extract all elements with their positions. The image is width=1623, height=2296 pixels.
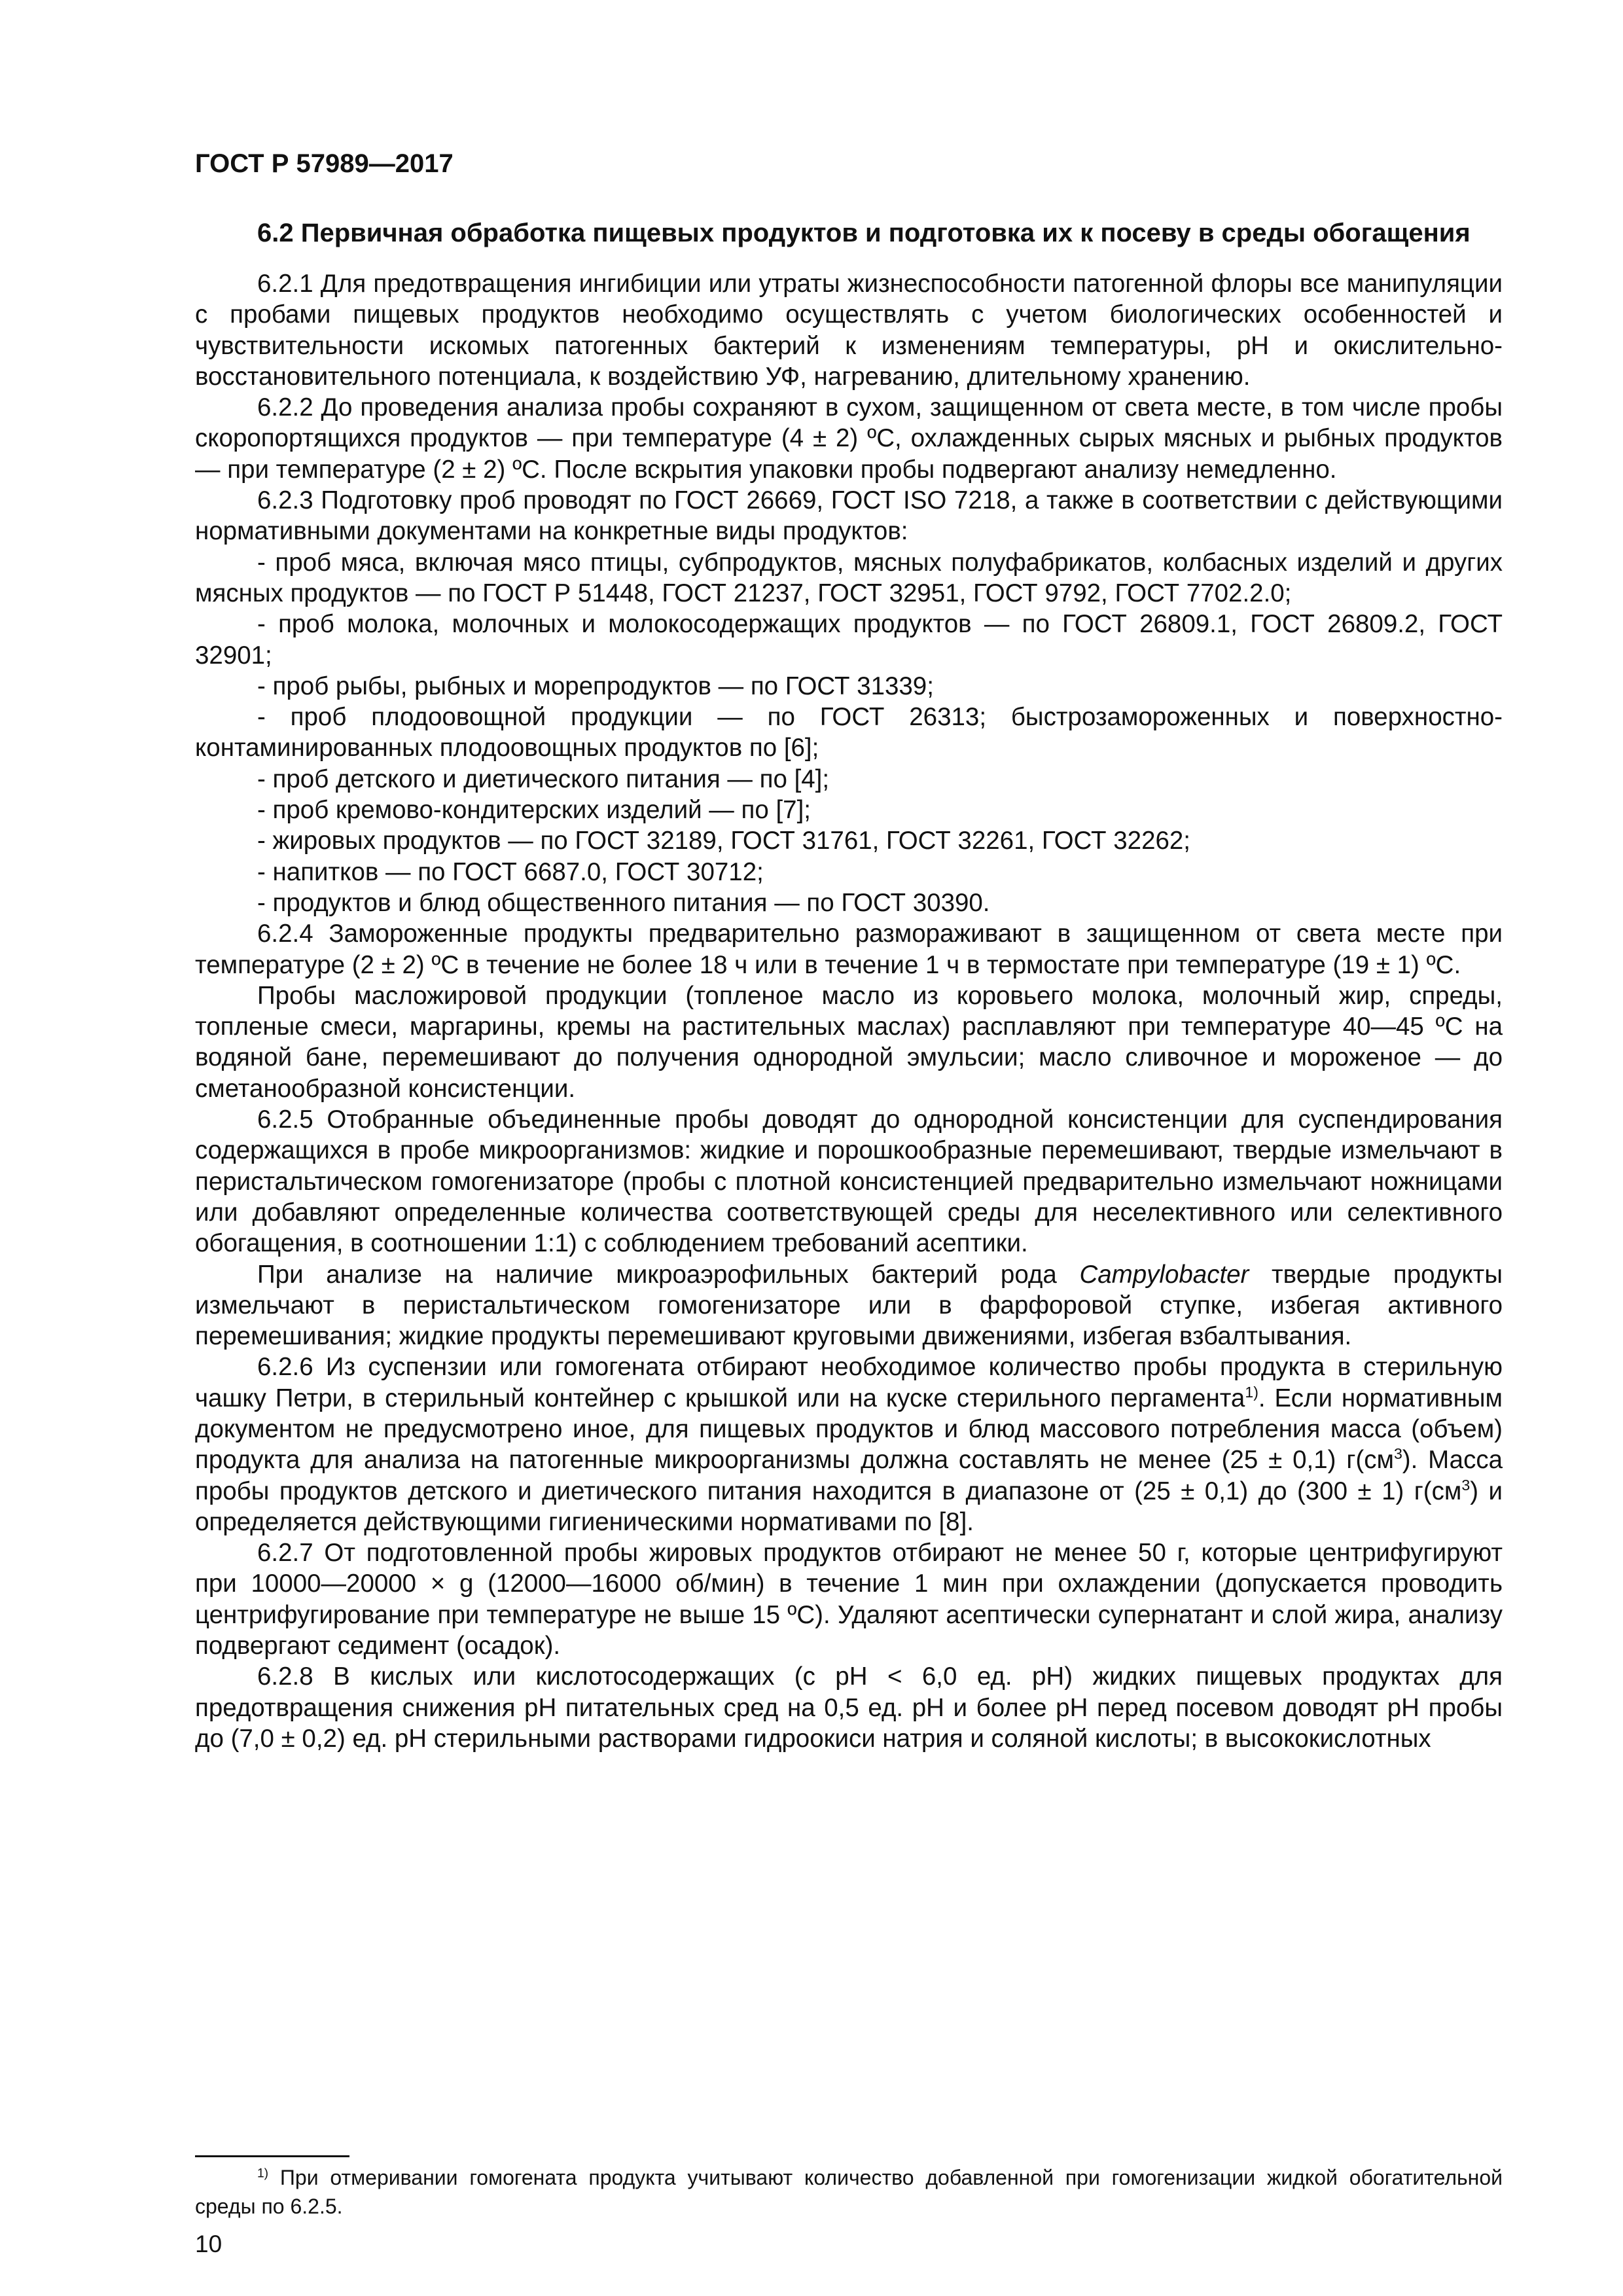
- superscript: 3: [1393, 1445, 1402, 1463]
- list-item: - жировых продуктов — по ГОСТ 32189, ГОСТ 31761, ГОСТ 32261, ГОСТ 32262;: [257, 827, 1191, 855]
- paragraph-6-2-6: [195, 1352, 1503, 1537]
- paragraph-6-2-5: 6.2.5 Отобранные объединенные пробы доводят до однородной консистенции для суспендирования содержащихся в пробе микроорганизмов: жидкие и порошкообразные перемешивают, твердые измельчают в перистальтическом гомогенизаторе (пробы с плотной консистенцией предварительно измельчают ножницами или добавляют определенные количества соответствующей среды для неселективного или селективного обогащения, в соотношении 1:1) с соблюдением требований асептики.: [195, 1105, 1503, 1258]
- footnote-divider: [195, 2155, 349, 2157]
- list-item: - проб кремово-кондитерских изделий — по [7];: [257, 796, 811, 825]
- list-item: - проб мяса, включая мясо птицы, субпродуктов, мясных полуфабрикатов, колбасных изделий и других мясных продуктов — по ГОСТ Р 51448, ГОСТ 21237, ГОСТ 32951, ГОСТ 9792, ГОСТ 7702.2.0;: [195, 548, 1503, 607]
- footnote-text: При отмеривании гомогената продукта учитывают количество добавленной при гомогенизации жидкой обогатительной среды по 6.2.5.: [195, 2166, 1503, 2218]
- paragraph-6-2-8: 6.2.8 В кислых или кислотосодержащих (с pH < 6,0 ед. pH) жидких пищевых продуктах для предотвращения снижения pH питательных сред на 0,5 ед. pH и более pH перед посевом доводят pH пробы до (7,0 ± 0,2) ед. pH стерильными растворами гидроокиси натрия и соляной кислоты; в высококислотных: [195, 1662, 1503, 1753]
- paragraph-text: 6.2.6 Из суспензии или гомогената отбирают необходимое количество пробы продукта в стерильную чашку Петри, в стерильный контейнер с крышкой или на куске стерильного пергамента: [195, 1353, 1503, 1412]
- list-item: - проб рыбы, рыбных и морепродуктов — по ГОСТ 31339;: [257, 672, 934, 700]
- paragraph-6-2-2: 6.2.2 До проведения анализа пробы сохраняют в сухом, защищенном от света месте, в том числе пробы скоропортящихся продуктов — при температуре (4 ± 2) ºС, охлажденных сырых мясных и рыбных продуктов — при температуре (2 ± 2) ºС. После вскрытия упаковки пробы подвергают анализу немедленно.: [195, 393, 1503, 484]
- document-header: ГОСТ Р 57989—2017: [195, 149, 454, 178]
- paragraph-text: твердые продукты измельчают в перистальтическом гомогенизаторе или в фарфоровой ступке, избегая активного перемешивания; жидкие продукты перемешивают круговыми движениями, избегая взбалтывания.: [195, 1260, 1503, 1351]
- paragraph-campylobacter: [195, 1259, 1503, 1352]
- document-body: [195, 217, 1503, 1754]
- paragraph-text: ). Масса пробы продуктов детского и диетического питания находится в диапазоне от (25 ± 0,1) до (300 ± 1) г(см: [195, 1446, 1503, 1505]
- page-number: 10: [195, 2231, 223, 2257]
- section-title: 6.2 Первичная обработка пищевых продуктов и подготовка их к посеву в среды обогащения: [257, 219, 1471, 247]
- list-item: - продуктов и блюд общественного питания — по ГОСТ 30390.: [257, 888, 990, 917]
- genus-name: Campylobacter: [1079, 1260, 1249, 1289]
- footnote-reference: 1): [1245, 1383, 1258, 1401]
- paragraph-6-2-1: 6.2.1 Для предотвращения ингибиции или утраты жизнеспособности патогенной флоры все манипуляции с пробами пищевых продуктов необходимо осуществлять с учетом биологических особенностей и чувствительности искомых патогенных бактерий к изменениям температуры, pH и окислительно-восстановительного потенциала, к воздействию УФ, нагреванию, длительному хранению.: [195, 270, 1503, 391]
- paragraph-6-2-7: 6.2.7 От подготовленной пробы жировых продуктов отбирают не менее 50 г, которые центрифугируют при 10000—20000 × g (12000—16000 об/мин) в течение 1 мин при охлаждении (допускается проводить центрифугирование при температуре не выше 15 ºС). Удаляют асептически супернатант и слой жира, анализу подвергают седимент (осадок).: [195, 1539, 1503, 1660]
- footnote: [195, 2163, 1503, 2221]
- paragraph-text: . Если нормативным документом не предусмотрено иное, для пищевых продуктов и блюд массового потребления масса (объем) продукта для анализа на патогенные микроорганизмы должна составлять не менее (25 ± 0,1) г(см: [195, 1384, 1503, 1475]
- list-item: - проб детского и диетического питания — по [4];: [257, 764, 830, 793]
- paragraph-fat-samples: Пробы масложировой продукции (топленое масло из коровьего молока, молочный жир, спреды, топленые смеси, маргарины, кремы на растительных маслах) расплавляют при температуре 40—45 ºС на водяной бане, перемешивают до получения однородной эмульсии; масло сливочное и мороженое — до сметанообразной консистенции.: [195, 981, 1503, 1103]
- paragraph-text: При анализе на наличие микроаэрофильных бактерий рода: [257, 1260, 1080, 1289]
- list-item: - проб плодоовощной продукции — по ГОСТ 26313; быстрозамороженных и поверхностно-контаминированных плодоовощных продуктов по [6];: [195, 703, 1503, 762]
- footnote-marker: 1): [257, 2166, 269, 2181]
- paragraph-6-2-3: 6.2.3 Подготовку проб проводят по ГОСТ 26669, ГОСТ ISO 7218, а также в соответствии с действующими нормативными документами на конкретные виды продуктов:: [195, 486, 1503, 546]
- paragraph-text: ) и определяется действующими гигиеническими нормативами по [8].: [195, 1477, 1503, 1536]
- paragraph-6-2-4: 6.2.4 Замороженные продукты предварительно размораживают в защищенном от света месте при температуре (2 ± 2) ºС в течение не более 18 ч или в течение 1 ч в термостате при температуре (19 ± 1) ºС.: [195, 920, 1503, 979]
- list-item: - напитков — по ГОСТ 6687.0, ГОСТ 30712;: [257, 857, 764, 886]
- list-item: - проб молока, молочных и молокосодержащих продуктов — по ГОСТ 26809.1, ГОСТ 26809.2, ГОСТ 32901;: [195, 610, 1503, 670]
- superscript: 3: [1461, 1476, 1471, 1494]
